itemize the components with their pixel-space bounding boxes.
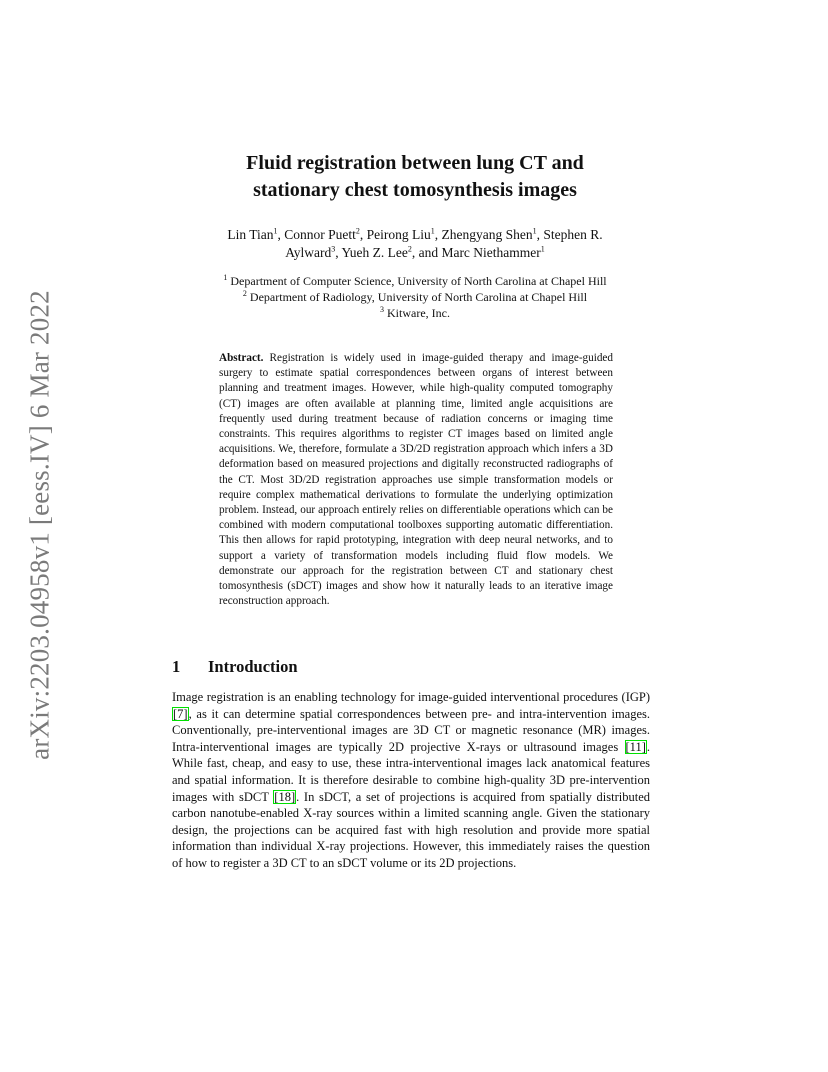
affil-mark: 3 bbox=[380, 305, 384, 314]
author-name: , Stephen R. bbox=[536, 227, 603, 242]
abstract-label: Abstract. bbox=[219, 352, 264, 364]
affil-mark: 2 bbox=[407, 244, 412, 254]
body-text: , as it can determine spatial correspondences between pre- and intra-intervention images. Conventionally, pre-interventional images are 3D CT or magnetic resonance (MR) images. Intra-interventional images are typically 2D projective X-rays or ultrasound images bbox=[172, 706, 650, 754]
affil-mark: 1 bbox=[430, 226, 435, 236]
abstract-text: Registration is widely used in image-guided therapy and image-guided surgery to estimate spatial correspondences between organs of interest between planning and treatment images. However, while high-quality computed tomography (CT) images are often available at planning time, limited angle acquisitions are frequently used during treatment because of radiation concerns or imaging time constraints. This requires algorithms to register CT images based on limited angle acquisitions. We, therefore, formulate a 3D/2D registration approach which infers a 3D deformation based on measured projections and digitally reconstructed radiographs of the CT. Most 3D/2D registration approaches use simple transformation models or require complex mathematical derivations to formulate the underlying optimization problem. Instead, our approach entirely relies on differentiable operations which can be combined with modern computational toolboxes supporting automatic differentiation. This then allows for rapid prototyping, integration with deep neural networks, and to support a variety of transformation models including fluid flow models. We demonstrate our approach for the registration between CT and stationary chest tomosynthesis (sDCT) images and show how it naturally leads to an iterative image reconstruction approach. bbox=[219, 352, 613, 608]
section-heading-introduction bbox=[172, 657, 298, 677]
author-name: Lin Tian bbox=[227, 227, 274, 242]
affiliation-text: Department of Radiology, University of North Carolina at Chapel Hill bbox=[246, 290, 588, 304]
affiliation-text: Department of Computer Science, University of North Carolina at Chapel Hill bbox=[227, 274, 607, 288]
author-list bbox=[175, 226, 655, 262]
title-line-2: stationary chest tomosynthesis images bbox=[253, 179, 577, 201]
section-title: Introduction bbox=[208, 657, 298, 676]
author-name: , Peirong Liu bbox=[359, 227, 431, 242]
affil-mark: 1 bbox=[540, 244, 545, 254]
affiliation-1 bbox=[160, 273, 670, 289]
paper-title bbox=[150, 150, 680, 204]
author-line-2 bbox=[175, 244, 655, 262]
author-line-1 bbox=[175, 226, 655, 244]
affil-mark: 1 bbox=[532, 226, 537, 236]
affil-mark: 2 bbox=[242, 289, 247, 298]
author-name: , and Marc Niethammer bbox=[411, 245, 541, 260]
citation-link[interactable]: [11] bbox=[625, 739, 646, 754]
affil-mark: 1 bbox=[273, 226, 278, 236]
body-text: Image registration is an enabling technology for image-guided interventional procedures (IGP) bbox=[172, 690, 650, 704]
affiliation-list bbox=[160, 273, 670, 321]
affil-mark: 3 bbox=[331, 244, 336, 254]
section-number: 1 bbox=[172, 657, 181, 676]
author-name: Aylward bbox=[285, 245, 332, 260]
author-name: , Yueh Z. Lee bbox=[335, 245, 408, 260]
author-name: , Connor Puett bbox=[277, 227, 356, 242]
affiliation-text: Kitware, Inc. bbox=[384, 306, 450, 320]
affil-mark: 2 bbox=[355, 226, 360, 236]
citation-link[interactable]: [18] bbox=[274, 789, 296, 804]
affiliation-2 bbox=[160, 289, 670, 305]
introduction-paragraph bbox=[172, 689, 650, 872]
affil-mark: 1 bbox=[223, 273, 228, 282]
body-text: . In sDCT, a set of projections is acquired from spatially distributed carbon nanotube-enabled X-ray sources within a limited scanning angle. Given the stationary design, the projections can be acquired fast with high resolution and provide more spatial information than individual X-ray projections. However, this immediately raises the question of how to register a 3D CT to an sDCT volume or its 2D projections. bbox=[172, 789, 650, 870]
abstract bbox=[219, 351, 613, 609]
affiliation-3 bbox=[160, 305, 670, 321]
title-line-1: Fluid registration between lung CT and bbox=[246, 152, 584, 174]
body-text: . While fast, cheap, and easy to use, these intra-interventional images lack anatomical features and spatial information. It is therefore desirable to combine high-quality 3D pre-intervention images with sDCT bbox=[172, 739, 650, 804]
arxiv-identifier: arXiv:2203.04958v1 [eess.IV] 6 Mar 2022 bbox=[24, 290, 55, 760]
author-name: , Zhengyang Shen bbox=[434, 227, 533, 242]
citation-link[interactable]: [7] bbox=[173, 706, 188, 721]
